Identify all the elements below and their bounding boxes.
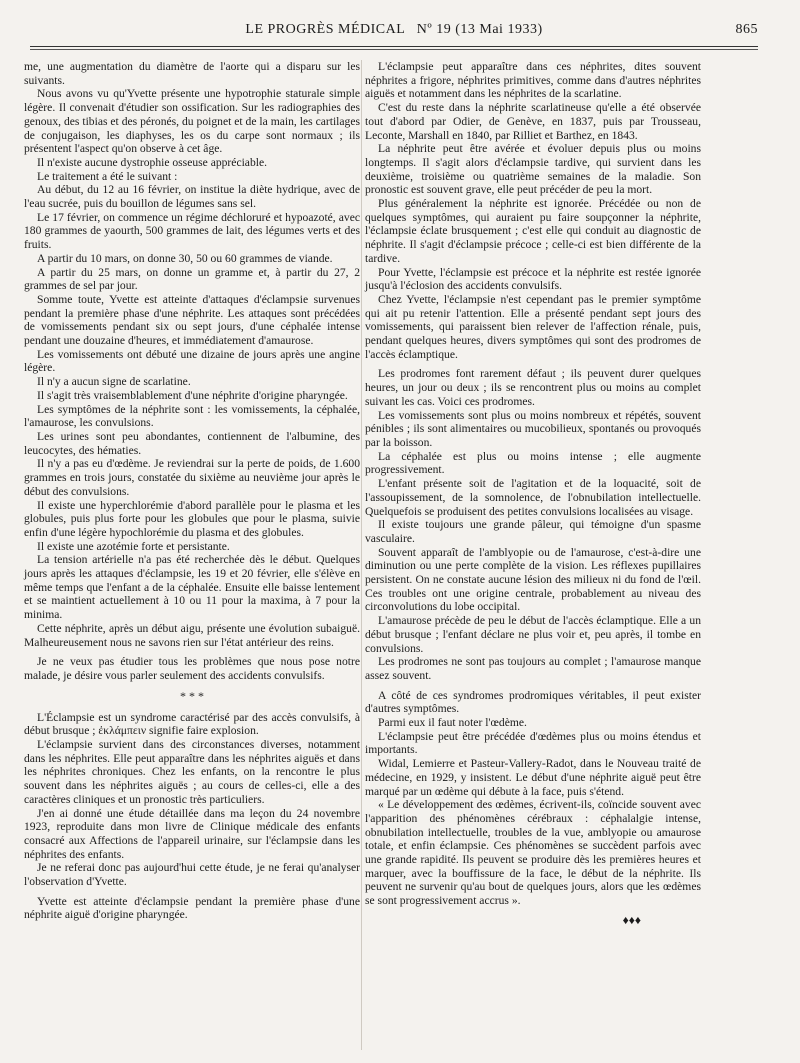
paragraph: Il n'y a aucun signe de scarlatine. (37, 375, 191, 389)
paragraph: Chez Yvette, l'éclampsie n'est cependant pas le premier symptôme qui ait pu retenir l'attention. Elle a présenté pendant sept jours des vomissements, qui paraissent bien relever de l'affection rénale, puis, pendant quelques heures, divers symptômes qui sont des prodromes de l'accès éclamptique. (365, 292, 701, 361)
paragraph: La néphrite peut être avérée et évoluer depuis plus ou moins longtemps. Il s'agit alors d'éclampsie tardive, qui survient dans les deuxième, troisième ou quatrième semaines de la maladie. Son pronostic est souvent grave, elle peut précéder de peu la mort. (365, 142, 701, 197)
paragraph: Il n'existe aucune dystrophie osseuse appréciable. (37, 155, 268, 169)
paragraph: me, une augmentation du diamètre de l'aorte qui a disparu sur les suivants. (24, 60, 360, 87)
paragraph: Souvent apparaît de l'amblyopie ou de l'amaurose, c'est-à-dire une diminution ou une perte complète de la vision. Les réflexes pupillaires persistent. On ne constate aucune lésion des milieux ni du fond de l'œil. Ces troubles ont une origine centrale, probablement au niveau des circonvolutions du lobe occipital. (365, 545, 701, 614)
paragraph: L'amaurose précède de peu le début de l'accès éclamptique. Elle a un début brusque ; l'enfant déclare ne plus voir et, peu après, il tombe en convulsions. (365, 614, 701, 655)
paragraph: Parmi eux il faut noter l'œdème. (378, 716, 527, 730)
paragraph: L'éclampsie peut apparaître dans ces néphrites, dites souvent néphrites a frigore, néphrites primitives, comme dans d'autres néphrites aiguës et notamment dans les néphrites de la scarlatine. (365, 60, 701, 101)
paragraph: Pour Yvette, l'éclampsie est précoce et la néphrite est restée ignorée jusqu'à l'éclosion des accidents convulsifs. (365, 265, 701, 293)
paragraph: Cette néphrite, après un début aigu, présente une évolution subaiguë. Malheureusement nous ne savons rien sur l'état antérieur des reins. (24, 621, 360, 649)
journal-name: LE PROGRÈS MÉDICAL (245, 22, 405, 37)
paragraph: Les urines sont peu abondantes, contiennent de l'albumine, des leucocytes, des hématies. (24, 429, 360, 457)
paragraph: Au début, du 12 au 16 février, on institue la diète hydrique, avec de l'eau sucrée, puis du bouillon de légumes sans sel. (24, 183, 360, 211)
paragraph: La tension artérielle n'a pas été recherchée dès le début. Quelques jours après les attaques d'éclampsie, les 19 et 20 février, elle s'élève en même temps que l'enfant a de la céphalée. Ensuite elle baisse lentement et se maintient actuellement à 10 ou 11 pour la maxima, à 7 pour la minima. (24, 553, 360, 622)
paragraph: Il existe une azotémie forte et persistante. (37, 539, 230, 553)
paragraph: Plus généralement la néphrite est ignorée. Précédée ou non de quelques symptômes, qui auraient pu faire soupçonner la néphrite, l'éclampsie éclate brusquement ; c'est elle qui conduit au diagnostic de néphrite. Il s'agit d'éclampsie précoce ; celle-ci est bien différente de la tardive. (365, 197, 701, 265)
paragraph: J'en ai donné une étude détaillée dans ma leçon du 24 novembre 1923, reproduite dans mon livre de Clinique médicale des enfants consacré aux Affections de l'appareil urinaire, sur l'éclampsie dans les néphrites des enfants. (24, 806, 360, 861)
paragraph: Somme toute, Yvette est atteinte d'attaques d'éclampsie survenues pendant la première phase d'une néphrite. Les attaques sont précédées de vomissements pendant six ou sept jours, d'une céphalée intense pendant une douzaine d'heures, et immédiatement d'amaurose. (24, 292, 360, 348)
paragraph: A partir du 25 mars, on donne un gramme et, à partir du 27, 2 grammes de sel par jour. (24, 265, 360, 293)
left-column (24, 60, 360, 922)
paragraph: Yvette est atteinte d'éclampsie pendant la première phase d'une néphrite aiguë d'origine pharyngée. (24, 894, 360, 922)
paragraph: Il existe toujours une grande pâleur, qui témoigne d'un spasme vasculaire. (365, 518, 701, 545)
paragraph: « Le développement des œdèmes, écrivent-ils, coïncide souvent avec l'apparition des phénomènes cérébraux : céphalalgie intense, obnubilation intellectuelle, troubles de la vue, amblyopie ou amaurose totale, et enfin éclampsie. Ces phénomènes se succèdent parfois avec une grande rapidité. Ils peuvent se produire dès les premières heures et marquer, avec la bouffissure de la face, le début de la néphrite. Ils peuvent ne survenir qu'au bout de quelques jours, alors que les œdèmes se sont progressivement accrus ». (365, 798, 701, 908)
paragraph: Nous avons vu qu'Yvette présente une hypotrophie staturale simple légère. Il convenait d'étudier son ossification. Sur les radiographies des genoux, des tibias et des péronés, du poignet et de la main, les cartilages de conjugaison, les diaphyses, les os du carpe sont normaux ; ils présentent l'aspect qu'on observe à cet âge. (24, 87, 360, 156)
right-column (365, 60, 701, 928)
paragraph: Il s'agit très vraisemblablement d'une néphrite d'origine pharyngée. (37, 388, 348, 402)
paragraph: Je ne referai donc pas aujourd'hui cette étude, je ne ferai qu'analyser l'observation d'Yvette. (24, 861, 360, 889)
section-asterism: * * * (180, 688, 204, 703)
paragraph: L'Éclampsie est un syndrome caractérisé par des accès convulsifs, à début brusque ; ἐκλάμπειν signifie faire explosion. (24, 710, 360, 738)
paragraph: La céphalée est plus ou moins intense ; elle augmente progressivement. (365, 449, 701, 477)
paragraph: Le 17 février, on commence un régime déchloruré et hypoazoté, avec 180 grammes de yaourth, 500 grammes de lait, des légumes verts et des fruits. (24, 210, 360, 252)
running-header (30, 22, 758, 42)
paragraph: Le traitement a été le suivant : (37, 169, 178, 183)
paragraph: Les vomissements sont plus ou moins nombreux et répétés, souvent pénibles ; ils sont alimentaires ou mucobilieux, spontanés ou provoqués par la boisson. (365, 408, 701, 449)
paragraph: L'éclampsie survient dans des circonstances diverses, notamment dans les néphrites. Elle peut apparaître dans les néphrites aiguës et dans les néphrites chroniques. Chez les enfants, on la rencontre le plus souvent dans les néphrites aiguës ; au cours de celles-ci, elle a des caractères cliniques et un pronostic très particuliers. (24, 738, 360, 806)
issue-info: Nº 19 (13 Mai 1933) (416, 22, 543, 37)
column-divider (361, 60, 362, 1050)
paragraph: Les vomissements ont débuté une dizaine de jours après une angine légère. (24, 347, 360, 375)
end-ornament: ♦♦♦ (622, 912, 641, 927)
paragraph: Les prodromes ne sont pas toujours au complet ; l'amaurose manque assez souvent. (365, 655, 701, 682)
paragraph: Les prodromes font rarement défaut ; ils peuvent durer quelques heures, un jour ou deux ; ils se rencontrent plus ou moins au complet suivant les cas. Voici ces prodromes. (365, 367, 701, 408)
paragraph: L'enfant présente soit de l'agitation et de la loquacité, soit de l'assoupissement, de la somnolence, de l'obnubilation intellectuelle. Quelquefois se produisent des petites convulsions localisées au visage. (365, 477, 701, 518)
paragraph: A côté de ces syndromes prodromiques véritables, il peut exister d'autres symptômes. (365, 688, 701, 716)
header-rule (30, 46, 758, 50)
page-number: 865 (735, 22, 758, 37)
paragraph: Il n'y a pas eu d'œdème. Je reviendrai sur la perte de poids, de 1.600 grammes en trois jours, constatée du sixième au neuvième jour après le début des convulsions. (24, 457, 360, 498)
paragraph: Il existe une hyperchlorémie d'abord parallèle pour le plasma et les globules, puis plus forte pour les globules que pour le plasma, suivie enfin d'une légère hypochlorémie du plasma et des globules. (24, 498, 360, 539)
paragraph: Je ne veux pas étudier tous les problèmes que nous pose notre malade, je désire vous parler seulement des accidents convulsifs. (24, 655, 360, 682)
paragraph: A partir du 10 mars, on donne 30, 50 ou 60 grammes de viande. (37, 251, 333, 265)
paragraph: Les symptômes de la néphrite sont : les vomissements, la céphalée, l'amaurose, les convulsions. (24, 402, 360, 430)
journal-title (30, 22, 758, 38)
paragraph: C'est du reste dans la néphrite scarlatineuse qu'elle a été observée tout d'abord par Odier, de Genève, en 1837, puis par Trousseau, Leconte, Marshall en 1840, par Rilliet et Barthez, en 1843. (365, 101, 701, 142)
paragraph: Widal, Lemierre et Pasteur-Vallery-Radot, dans le Nouveau traité de médecine, en 1929, y insistent. Le début d'une néphrite aiguë peut être marqué par un œdème qui débute à la face, puis s'étend. (365, 757, 701, 798)
paragraph: L'éclampsie peut être précédée d'œdèmes plus ou moins étendus et importants. (365, 729, 701, 757)
